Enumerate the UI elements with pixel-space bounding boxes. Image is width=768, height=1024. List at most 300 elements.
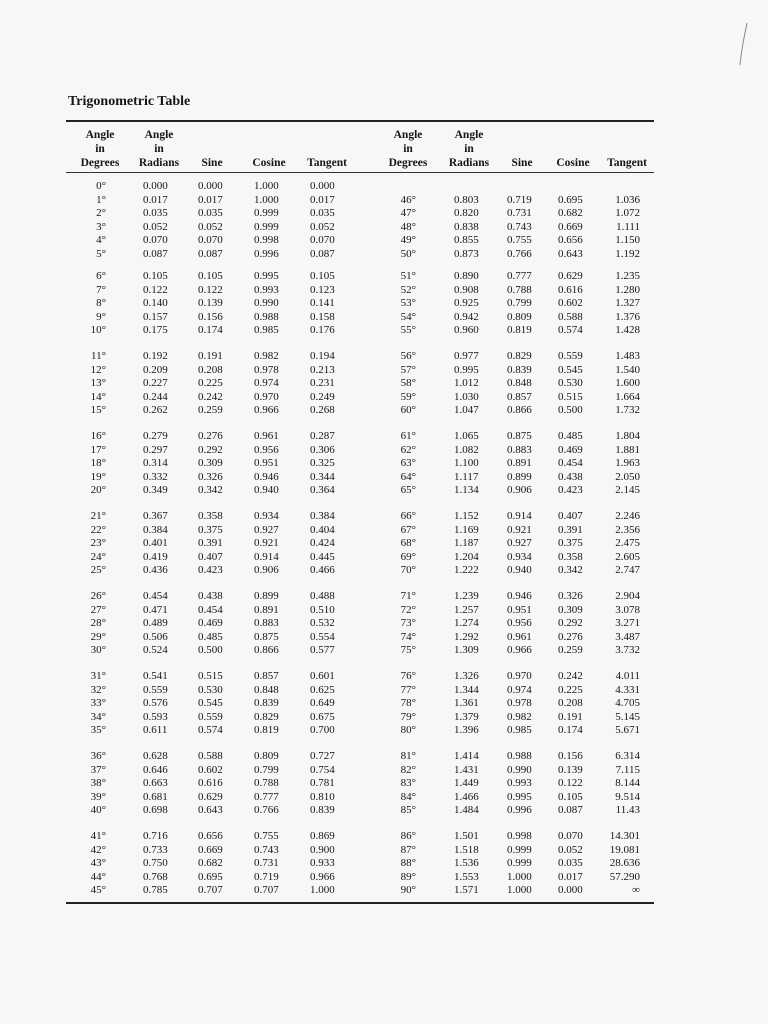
cell-rs: 0.899	[507, 470, 532, 483]
cell-lr: 0.733	[143, 843, 168, 856]
cell-ld: 10°	[90, 324, 106, 337]
cell-rt: 1.732	[615, 404, 640, 417]
cell-rs: 1.000	[507, 884, 532, 897]
cell-lt: 0.325	[310, 457, 335, 470]
cell-lr: 0.314	[143, 457, 168, 470]
header-right-angle-radians: Angle in Radians	[448, 129, 490, 169]
cell-lr: 0.681	[143, 790, 168, 803]
cell-lt: 0.839	[310, 804, 335, 817]
cell-lt: 0.577	[310, 644, 335, 657]
cell-ls: 0.276	[198, 430, 223, 442]
table-row	[0, 777, 768, 790]
cell-rd: 57°	[400, 363, 416, 376]
cell-lt: 0.123	[310, 283, 335, 296]
cell-lc: 0.978	[254, 363, 279, 376]
cell-rr: 1.518	[454, 843, 479, 856]
cell-rs: 0.819	[507, 324, 532, 337]
cell-lr: 0.628	[143, 750, 168, 762]
cell-lc: 0.998	[254, 234, 279, 247]
cell-rc: 0.391	[558, 523, 583, 536]
cell-ls: 0.500	[198, 644, 223, 657]
cell-rd: 88°	[400, 857, 416, 870]
cell-rd: 70°	[400, 564, 416, 577]
cell-lc: 0.788	[254, 777, 279, 790]
cell-rd: 78°	[400, 697, 416, 710]
cell-ls: 0.669	[198, 843, 223, 856]
cell-rd: 50°	[400, 248, 416, 260]
cell-lr: 0.262	[143, 404, 168, 417]
cell-lr: 0.175	[143, 324, 168, 337]
cell-rs: 0.777	[507, 270, 532, 282]
cell-rc: 0.105	[558, 790, 583, 803]
cell-rd: 64°	[400, 470, 416, 483]
cell-lr: 0.122	[143, 283, 168, 296]
cell-lt: 0.287	[310, 430, 335, 442]
table-row	[0, 884, 768, 897]
cell-rt: 4.705	[615, 697, 640, 710]
table-row	[0, 670, 768, 683]
cell-rd: 56°	[400, 350, 416, 362]
cell-ld: 41°	[90, 830, 106, 842]
cell-ls: 0.469	[198, 617, 223, 630]
cell-rc: 0.326	[558, 590, 583, 602]
cell-ls: 0.139	[198, 297, 223, 310]
cell-lr: 0.663	[143, 777, 168, 790]
cell-rt: 1.235	[615, 270, 640, 282]
cell-ls: 0.000	[198, 180, 223, 192]
cell-lc: 0.914	[254, 550, 279, 563]
cell-ld: 30°	[90, 644, 106, 657]
cell-rd: 62°	[400, 443, 416, 456]
cell-ld: 37°	[90, 763, 106, 776]
cell-rd: 87°	[400, 843, 416, 856]
cell-rr: 0.838	[454, 220, 479, 233]
cell-ld: 20°	[90, 484, 106, 497]
cell-ls: 0.588	[198, 750, 223, 762]
cell-rc: 0.682	[558, 207, 583, 220]
cell-lr: 0.436	[143, 564, 168, 577]
cell-ls: 0.309	[198, 457, 223, 470]
cell-rt: 1.280	[615, 283, 640, 296]
header-left-cosine: Cosine	[252, 157, 286, 169]
cell-lt: 0.424	[310, 537, 335, 550]
cell-lr: 0.000	[143, 180, 168, 192]
cell-rt: 19.081	[609, 843, 640, 856]
cell-rc: 0.616	[558, 283, 583, 296]
cell-rr: 1.065	[454, 430, 479, 442]
cell-rt: 5.671	[615, 724, 640, 737]
cell-rr: 1.431	[454, 763, 479, 776]
cell-lt: 0.781	[310, 777, 335, 790]
cell-rr: 1.134	[454, 484, 479, 497]
cell-rr: 1.152	[454, 510, 479, 522]
cell-rc: 0.242	[558, 670, 583, 682]
cell-lt: 0.141	[310, 297, 335, 310]
cell-lc: 0.743	[254, 843, 279, 856]
cell-lt: 0.213	[310, 363, 335, 376]
cell-rs: 0.891	[507, 457, 532, 470]
cell-ld: 38°	[90, 777, 106, 790]
cell-ls: 0.454	[198, 603, 223, 616]
cell-ld: 7°	[96, 283, 106, 296]
cell-rd: 65°	[400, 484, 416, 497]
cell-rs: 0.829	[507, 350, 532, 362]
cell-rt: 1.428	[615, 324, 640, 337]
header-right-sine: Sine	[511, 157, 533, 169]
cell-rr: 1.501	[454, 830, 479, 842]
cell-lt: 0.035	[310, 207, 335, 220]
cell-lt: 0.052	[310, 220, 335, 233]
table-row	[0, 684, 768, 697]
cell-rc: 0.485	[558, 430, 583, 442]
cell-ls: 0.530	[198, 683, 223, 696]
cell-lt: 0.675	[310, 710, 335, 723]
cell-rr: 1.222	[454, 564, 479, 577]
cell-rc: 0.669	[558, 220, 583, 233]
cell-lr: 0.785	[143, 884, 168, 897]
cell-rd: 83°	[400, 777, 416, 790]
cell-lr: 0.140	[143, 297, 168, 310]
cell-rt: 6.314	[615, 750, 640, 762]
cell-ls: 0.574	[198, 724, 223, 737]
cell-rc: 0.259	[558, 644, 583, 657]
cell-rc: 0.052	[558, 843, 583, 856]
cell-ls: 0.515	[198, 670, 223, 682]
cell-rs: 0.940	[507, 564, 532, 577]
cell-rd: 55°	[400, 324, 416, 337]
cell-rc: 0.342	[558, 564, 583, 577]
cell-rc: 0.574	[558, 324, 583, 337]
cell-lr: 0.768	[143, 870, 168, 883]
cell-lr: 0.052	[143, 220, 168, 233]
cell-lr: 0.244	[143, 390, 168, 403]
cell-ld: 45°	[90, 884, 106, 897]
cell-lt: 0.649	[310, 697, 335, 710]
cell-rs: 0.946	[507, 590, 532, 602]
cell-lr: 0.646	[143, 763, 168, 776]
cell-rd: 67°	[400, 523, 416, 536]
cell-rt: 1.483	[615, 350, 640, 362]
cell-ls: 0.407	[198, 550, 223, 563]
cell-ls: 0.438	[198, 590, 223, 602]
cell-lt: 0.404	[310, 523, 335, 536]
cell-rr: 1.571	[454, 884, 479, 897]
cell-lc: 0.755	[254, 830, 279, 842]
cell-rt: 3.732	[615, 644, 640, 657]
cell-rs: 0.743	[507, 220, 532, 233]
cell-lc: 0.883	[254, 617, 279, 630]
table-row	[0, 830, 768, 843]
cell-rt: 57.290	[609, 870, 640, 883]
cell-lc: 0.809	[254, 750, 279, 762]
cell-lc: 0.956	[254, 443, 279, 456]
cell-lr: 0.332	[143, 470, 168, 483]
cell-rs: 0.914	[507, 510, 532, 522]
cell-rd: 66°	[400, 510, 416, 522]
cell-rt: 1.376	[615, 310, 640, 323]
cell-lc: 0.866	[254, 644, 279, 657]
cell-rc: 0.545	[558, 363, 583, 376]
table-row	[0, 857, 768, 870]
cell-lt: 0.070	[310, 234, 335, 247]
cell-lc: 0.974	[254, 377, 279, 390]
cell-rs: 0.809	[507, 310, 532, 323]
bottom-rule	[66, 902, 654, 904]
cell-rc: 0.208	[558, 697, 583, 710]
cell-lr: 0.489	[143, 617, 168, 630]
cell-rr: 0.977	[454, 350, 479, 362]
cell-rr: 1.326	[454, 670, 479, 682]
header-left-angle-radians: Angle in Radians	[138, 129, 180, 169]
cell-lc: 0.946	[254, 470, 279, 483]
cell-rt: 1.540	[615, 363, 640, 376]
cell-rt: 2.050	[615, 470, 640, 483]
cell-lc: 0.934	[254, 510, 279, 522]
cell-ld: 29°	[90, 630, 106, 643]
cell-rd: 60°	[400, 404, 416, 417]
cell-ld: 0°	[96, 180, 106, 192]
cell-rc: 0.156	[558, 750, 583, 762]
cell-rs: 0.966	[507, 644, 532, 657]
table-row	[0, 644, 768, 657]
cell-rd: 52°	[400, 283, 416, 296]
cell-ld: 1°	[96, 193, 106, 206]
table-row	[0, 617, 768, 630]
cell-rs: 0.951	[507, 603, 532, 616]
table-row	[0, 248, 768, 261]
table-row	[0, 590, 768, 603]
cell-lc: 0.819	[254, 724, 279, 737]
cell-ld: 35°	[90, 724, 106, 737]
table-row	[0, 871, 768, 884]
cell-rd: 53°	[400, 297, 416, 310]
cell-lr: 0.419	[143, 550, 168, 563]
cell-rt: 1.804	[615, 430, 640, 442]
cell-rs: 0.999	[507, 843, 532, 856]
cell-rr: 1.047	[454, 404, 479, 417]
cell-lc: 0.993	[254, 283, 279, 296]
cell-lc: 0.921	[254, 537, 279, 550]
cell-rr: 0.942	[454, 310, 479, 323]
cell-lr: 0.524	[143, 644, 168, 657]
cell-rc: 0.500	[558, 404, 583, 417]
cell-rd: 72°	[400, 603, 416, 616]
cell-ls: 0.545	[198, 697, 223, 710]
cell-rt: 11.43	[615, 804, 640, 817]
cell-ld: 32°	[90, 683, 106, 696]
table-row	[0, 457, 768, 470]
cell-lt: 0.105	[310, 270, 335, 282]
cell-rs: 0.866	[507, 404, 532, 417]
cell-rr: 1.204	[454, 550, 479, 563]
cell-lr: 0.401	[143, 537, 168, 550]
cell-rc: 0.588	[558, 310, 583, 323]
cell-ld: 22°	[90, 523, 106, 536]
cell-rr: 0.855	[454, 234, 479, 247]
cell-lc: 0.951	[254, 457, 279, 470]
cell-rc: 0.454	[558, 457, 583, 470]
cell-rc: 0.656	[558, 234, 583, 247]
cell-ls: 0.559	[198, 710, 223, 723]
cell-ld: 40°	[90, 804, 106, 817]
cell-rs: 0.982	[507, 710, 532, 723]
cell-rr: 1.344	[454, 683, 479, 696]
cell-lt: 0.445	[310, 550, 335, 563]
cell-ld: 26°	[90, 590, 106, 602]
cell-ld: 16°	[90, 430, 106, 442]
cell-rc: 0.559	[558, 350, 583, 362]
cell-lc: 0.719	[254, 870, 279, 883]
table-row	[0, 391, 768, 404]
cell-lc: 0.995	[254, 270, 279, 282]
cell-lr: 0.279	[143, 430, 168, 442]
cell-rr: 0.873	[454, 248, 479, 260]
table-row	[0, 510, 768, 523]
cell-ls: 0.602	[198, 763, 223, 776]
table-row	[0, 180, 768, 193]
table-row	[0, 564, 768, 577]
cell-lr: 0.593	[143, 710, 168, 723]
cell-rs: 0.799	[507, 297, 532, 310]
cell-rt: 1.072	[615, 207, 640, 220]
cell-rr: 1.449	[454, 777, 479, 790]
cell-lt: 0.700	[310, 724, 335, 737]
cell-rs: 0.996	[507, 804, 532, 817]
cell-lt: 0.194	[310, 350, 335, 362]
cell-lr: 0.105	[143, 270, 168, 282]
cell-lt: 0.306	[310, 443, 335, 456]
top-rule	[66, 120, 654, 122]
cell-rt: 1.963	[615, 457, 640, 470]
cell-ld: 31°	[90, 670, 106, 682]
cell-rs: 0.839	[507, 363, 532, 376]
cell-lc: 0.839	[254, 697, 279, 710]
cell-rt: 1.111	[616, 220, 640, 233]
cell-rr: 0.820	[454, 207, 479, 220]
cell-lc: 0.927	[254, 523, 279, 536]
table-row	[0, 804, 768, 817]
cell-rd: 80°	[400, 724, 416, 737]
cell-rr: 0.960	[454, 324, 479, 337]
cell-lr: 0.506	[143, 630, 168, 643]
cell-rc: 0.122	[558, 777, 583, 790]
cell-lt: 0.966	[310, 870, 335, 883]
cell-rr: 1.292	[454, 630, 479, 643]
cell-ld: 17°	[90, 443, 106, 456]
cell-lt: 0.625	[310, 683, 335, 696]
table-row	[0, 270, 768, 283]
cell-lr: 0.611	[143, 724, 168, 737]
cell-ld: 11°	[91, 350, 106, 362]
header-left-sine: Sine	[201, 157, 223, 169]
cell-rs: 0.788	[507, 283, 532, 296]
cell-ld: 9°	[96, 310, 106, 323]
cell-rs: 0.956	[507, 617, 532, 630]
cell-lc: 0.848	[254, 683, 279, 696]
cell-lt: 0.869	[310, 830, 335, 842]
table-row	[0, 350, 768, 363]
cell-rc: 0.515	[558, 390, 583, 403]
cell-rd: 71°	[400, 590, 416, 602]
table-row	[0, 844, 768, 857]
cell-ld: 19°	[90, 470, 106, 483]
cell-rr: 1.466	[454, 790, 479, 803]
cell-ls: 0.423	[198, 564, 223, 577]
cell-ld: 4°	[96, 234, 106, 247]
table-row	[0, 221, 768, 234]
cell-ld: 33°	[90, 697, 106, 710]
cell-rd: 90°	[400, 884, 416, 897]
cell-rs: 0.906	[507, 484, 532, 497]
cell-rd: 73°	[400, 617, 416, 630]
cell-rr: 1.484	[454, 804, 479, 817]
cell-rd: 82°	[400, 763, 416, 776]
cell-rc: 0.017	[558, 870, 583, 883]
cell-rt: 7.115	[615, 763, 640, 776]
cell-rs: 0.934	[507, 550, 532, 563]
cell-ls: 0.695	[198, 870, 223, 883]
pen-stroke-mark	[738, 22, 748, 66]
cell-lt: 0.727	[310, 750, 335, 762]
table-row	[0, 524, 768, 537]
table-row	[0, 364, 768, 377]
cell-ld: 8°	[96, 297, 106, 310]
cell-ls: 0.156	[198, 310, 223, 323]
cell-rs: 0.857	[507, 390, 532, 403]
cell-rc: 0.358	[558, 550, 583, 563]
cell-rc: 0.438	[558, 470, 583, 483]
cell-lc: 0.891	[254, 603, 279, 616]
cell-ld: 13°	[90, 377, 106, 390]
cell-lt: 0.268	[310, 404, 335, 417]
table-row	[0, 631, 768, 644]
cell-lr: 0.471	[143, 603, 168, 616]
cell-rs: 0.974	[507, 683, 532, 696]
cell-lt: 0.810	[310, 790, 335, 803]
cell-ls: 0.070	[198, 234, 223, 247]
table-row	[0, 471, 768, 484]
cell-rs: 0.755	[507, 234, 532, 247]
cell-rc: 0.070	[558, 830, 583, 842]
cell-lr: 0.035	[143, 207, 168, 220]
cell-rr: 1.309	[454, 644, 479, 657]
cell-lt: 0.249	[310, 390, 335, 403]
cell-lt: 0.231	[310, 377, 335, 390]
cell-rc: 0.087	[558, 804, 583, 817]
cell-rr: 1.239	[454, 590, 479, 602]
table-row	[0, 750, 768, 763]
cell-ls: 0.191	[198, 350, 223, 362]
cell-rd: 49°	[400, 234, 416, 247]
cell-rt: 14.301	[609, 830, 640, 842]
cell-rr: 1.361	[454, 697, 479, 710]
cell-rc: 0.530	[558, 377, 583, 390]
cell-lr: 0.367	[143, 510, 168, 522]
cell-lt: 0.601	[310, 670, 335, 682]
cell-rr: 1.117	[454, 470, 479, 483]
cell-rr: 1.553	[454, 870, 479, 883]
cell-rr: 0.995	[454, 363, 479, 376]
cell-ls: 0.342	[198, 484, 223, 497]
cell-ls: 0.643	[198, 804, 223, 817]
cell-ls: 0.326	[198, 470, 223, 483]
cell-rs: 0.961	[507, 630, 532, 643]
cell-rt: 4.331	[615, 683, 640, 696]
cell-ld: 28°	[90, 617, 106, 630]
cell-ls: 0.052	[198, 220, 223, 233]
cell-rc: 0.225	[558, 683, 583, 696]
cell-ld: 12°	[90, 363, 106, 376]
